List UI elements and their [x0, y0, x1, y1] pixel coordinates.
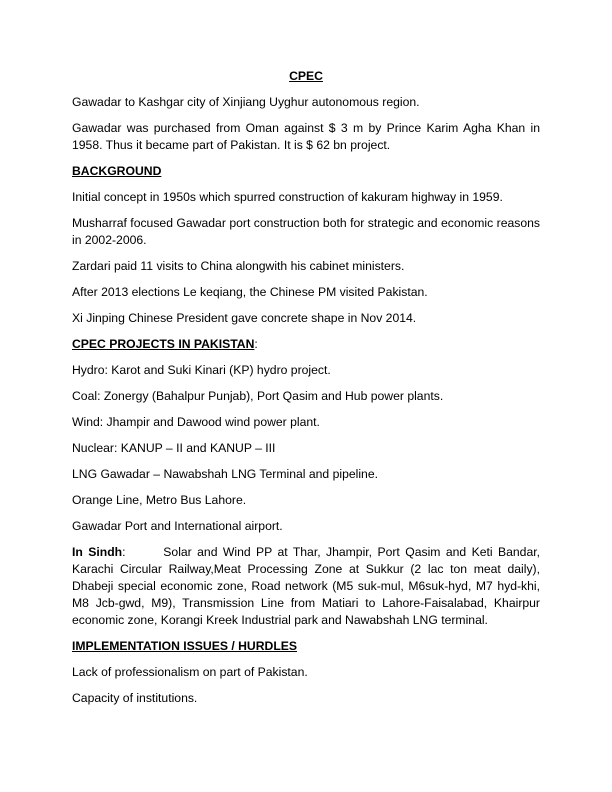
projects-heading: CPEC PROJECTS IN PAKISTAN: [72, 337, 255, 351]
issue-item: Lack of professionalism on part of Pakistan.: [72, 665, 308, 679]
background-item: Musharraf focused Gawadar port construction both for strategic and economic reasons in 2002-2006.: [72, 216, 540, 247]
intro-paragraph-2: Gawadar was purchased from Oman against $ 3 m by Prince Karim Agha Khan in 1958. Thus it became part of Pakistan. It is $ 62 bn project.: [72, 121, 540, 152]
project-item: Gawadar Port and International airport.: [72, 519, 283, 533]
projects-heading-line: [72, 336, 540, 353]
project-item: Nuclear: KANUP – II and KANUP – III: [72, 441, 276, 455]
projects-heading-colon: :: [254, 337, 258, 351]
sindh-paragraph: [72, 544, 544, 629]
background-item: Initial concept in 1950s which spurred construction of kakuram highway in 1959.: [72, 190, 503, 204]
project-item: Orange Line, Metro Bus Lahore.: [72, 493, 247, 507]
project-item: Coal: Zonergy (Bahalpur Punjab), Port Qasim and Hub power plants.: [72, 389, 444, 403]
background-item: After 2013 elections Le keqiang, the Chinese PM visited Pakistan.: [72, 285, 428, 299]
background-heading: BACKGROUND: [72, 164, 162, 178]
issues-heading: IMPLEMENTATION ISSUES / HURDLES: [72, 639, 298, 653]
project-item: Wind: Jhampir and Dawood wind power plant.: [72, 415, 320, 429]
intro-paragraph-1: Gawadar to Kashgar city of Xinjiang Uyghur autonomous region.: [72, 95, 420, 109]
background-item: Xi Jinping Chinese President gave concrete shape in Nov 2014.: [72, 311, 417, 325]
project-item: Hydro: Karot and Suki Kinari (KP) hydro project.: [72, 363, 331, 377]
project-item: LNG Gawadar – Nawabshah LNG Terminal and pipeline.: [72, 467, 378, 481]
sindh-label: In Sindh: [72, 545, 123, 559]
sindh-text: : Solar and Wind PP at Thar, Jhampir, Port Qasim and Keti Bandar, Karachi Circular Railway,Meat Processing Zone at Sukkur (2 lac ton meat daily), Dhabeji special economic zone, Road network (M5 suk-mul, M6suk-hyd, M7 hyd-khi, M8 Jcb-gwd, M9), Transmission Line from Matiari to Lahore-Faisalabad, Khairpur economic zone, Korangi Kreek Industrial park and Nawabshah LNG terminal.: [72, 545, 544, 627]
background-item: Zardari paid 11 visits to China alongwith his cabinet ministers.: [72, 259, 405, 273]
document-page: [72, 68, 544, 716]
document-title: CPEC: [289, 69, 323, 83]
issue-item: Capacity of institutions.: [72, 691, 198, 705]
